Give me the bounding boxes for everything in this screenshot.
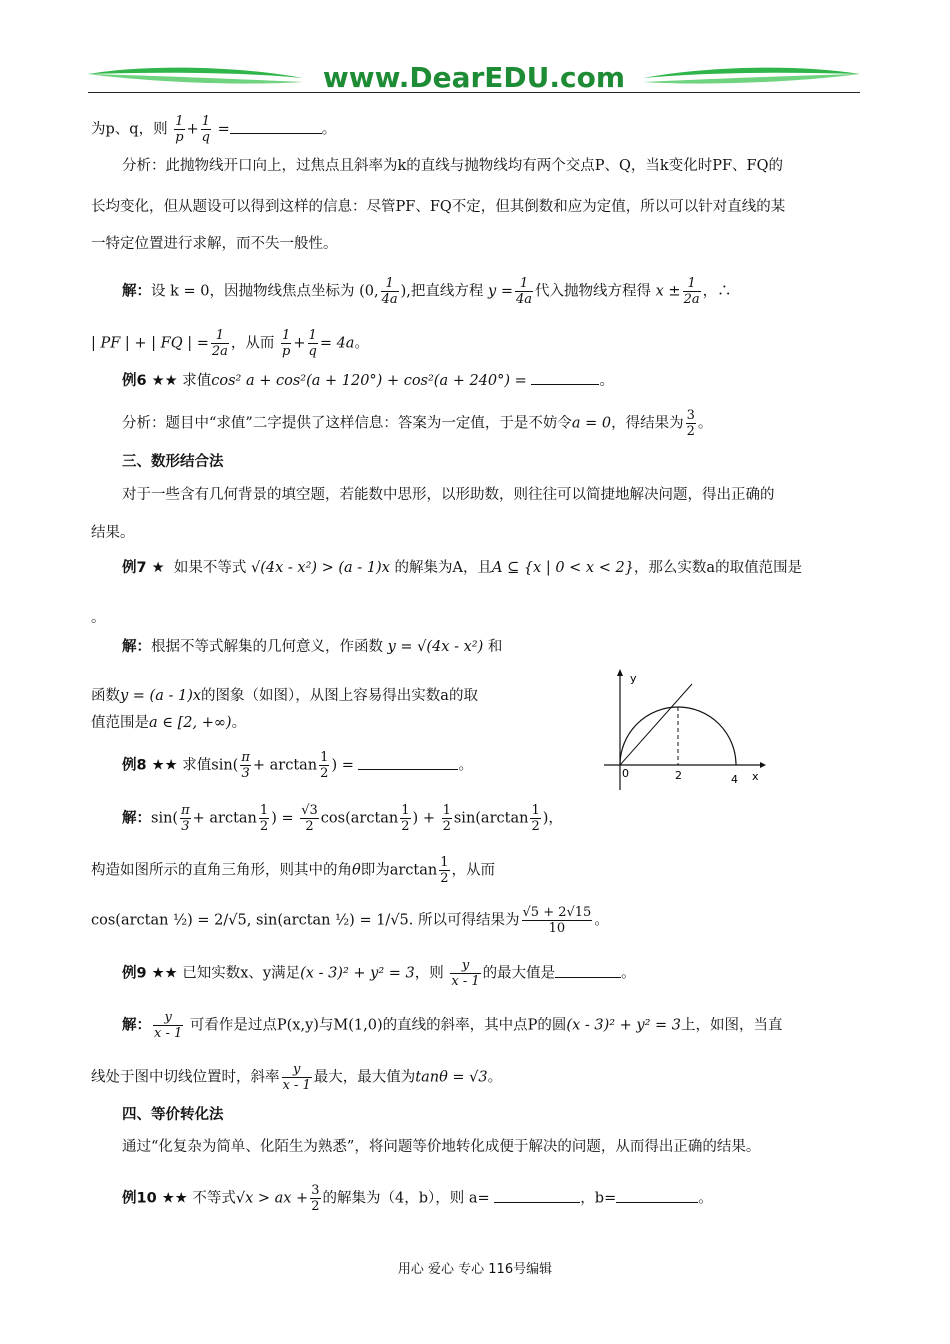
answer-blank <box>531 370 599 385</box>
example-9-solution-2: 线处于图中切线位置时，斜率 $\frac{y}{x - 1}$ 最大，最大值为tanθ = √3。 <box>91 1062 503 1093</box>
analysis-line-1: 分析：此抛物线开口向上，过焦点且斜率为k的直线与抛物线均有两个交点P、Q，当k变化时PF、FQ的 <box>122 158 783 174</box>
example-9-solution-1: 解： $\frac{y}{x - 1}$ 可看作是过点P(x,y)与M(1,0)的直线的斜率，其中点P的圆(x - 3)² + y² = 3上，如图，当直 <box>122 1010 783 1041</box>
example-7-solution-2: 函数y = (a - 1)x的图象（如图），从图上容易得出实数a的取 <box>91 688 478 704</box>
example-8-solution-3: cos(arctan ½) = 2/√5, sin(arctan ½) = 1/√5. 所以可得结果为 $\frac{√5 + 2√15}{10}$ 。 <box>91 905 609 936</box>
origin-label: 0 <box>622 767 629 780</box>
y-axis-label: y <box>630 672 637 685</box>
x-axis-label: x <box>752 770 759 783</box>
answer-blank-b <box>616 1188 698 1203</box>
tick-2-label: 2 <box>675 769 682 782</box>
example-8-solution-2: 构造如图所示的直角三角形，则其中的角θ即为arctan $\frac{1}{2}$ ，从而 <box>91 855 496 886</box>
line-1: 为p、q，则 $\frac{1}{p}$ + $\frac{1}{q}$ = 。 <box>91 114 337 145</box>
example-6: 例6 ★★ 求值cos² a + cos²(a + 120°) + cos²(a + 240°) = 。 <box>91 370 860 392</box>
example-6-analysis: 分析：题目中“求值”二字提供了这样信息：答案为一定值，于是不妨令a = 0，得结果为 $\frac{3}{2}$ 。 <box>122 408 713 439</box>
tick-4-label: 4 <box>731 773 738 786</box>
solution-line-1: 解：设 k = 0，因抛物线焦点坐标为 (0, $\frac{1}{4a}$ ),把直线方程 y = $\frac{1}{4a}$ 代入抛物线方程得 x ± $\frac{1}{2a}$ ，∴ <box>122 276 732 307</box>
example-7-solution-3: 值范围是a ∈ [2, +∞)。 <box>91 715 247 731</box>
answer-blank <box>358 755 458 770</box>
example-7-end: 。 <box>91 610 106 626</box>
example-7: 例7 ★ 如果不等式 √(4x - x²) > (a - 1)x 的解集为A，且A ⊆ {x | 0 < x < 2}，那么实数a的取值范围是 <box>122 560 803 576</box>
section-3-intro-1: 对于一些含有几何背景的填空题，若能数中思形，以形助数，则往往可以简捷地解决问题，得出正确的 <box>122 487 775 503</box>
section-4-intro: 通过“化复杂为简单、化陌生为熟悉”，将问题等价地转化成便于解决的问题，从而得出正确的结果。 <box>122 1139 761 1155</box>
analysis-line-3: 一特定位置进行求解，而不失一般性。 <box>91 236 338 252</box>
header-rule <box>88 92 860 93</box>
solution-line-2: | PF | + | FQ | = $\frac{1}{2a}$ ，从而 $\frac{1}{p}$ + $\frac{1}{q}$ = 4a。 <box>91 328 369 359</box>
example-7-solution-1: 解：根据不等式解集的几何意义，作函数 y = √(4x - x²) 和 <box>122 639 503 655</box>
page-footer: 用心 爱心 专心 116号编辑 <box>397 1262 553 1277</box>
example-9: 例9 ★★ 已知实数x、y满足(x - 3)² + y² = 3，则 $\frac{y}{x - 1}$ 的最大值是 。 <box>122 958 636 989</box>
example-8-solution-1: 解：sin( $\frac{\pi}{3}$ + arctan $\frac{1}{2}$ ) = $\frac{√3}{2}$ cos(arctan $\frac{1}{2}$ ) + $\frac{1}{2}$ sin(arctan $\frac{1}{2}$ )， <box>122 803 563 834</box>
example-8: 例8 ★★ 求值sin( $\frac{\pi}{3}$ + arctan $\frac{1}{2}$ ) = 。 <box>122 750 473 781</box>
site-logo: www.DearEDU.com <box>322 61 626 94</box>
y-axis-arrow <box>617 669 623 676</box>
section-3-heading: 三、数形结合法 <box>122 454 224 470</box>
header-banner <box>88 60 860 100</box>
example-10: 例10 ★★ 不等式√x > ax + $\frac{3}{2}$ 的解集为（4，b），则 a= ，b= 。 <box>122 1183 713 1214</box>
answer-blank <box>555 963 621 978</box>
section-4-heading: 四、等价转化法 <box>122 1107 224 1123</box>
answer-blank <box>230 119 322 134</box>
answer-blank-a <box>494 1188 580 1203</box>
analysis-line-2: 长均变化，但从题设可以得到这样的信息：尽管PF、FQ不定，但其倒数和应为定值，所以可以针对直线的某 <box>91 199 786 215</box>
section-3-intro-2: 结果。 <box>91 525 135 541</box>
